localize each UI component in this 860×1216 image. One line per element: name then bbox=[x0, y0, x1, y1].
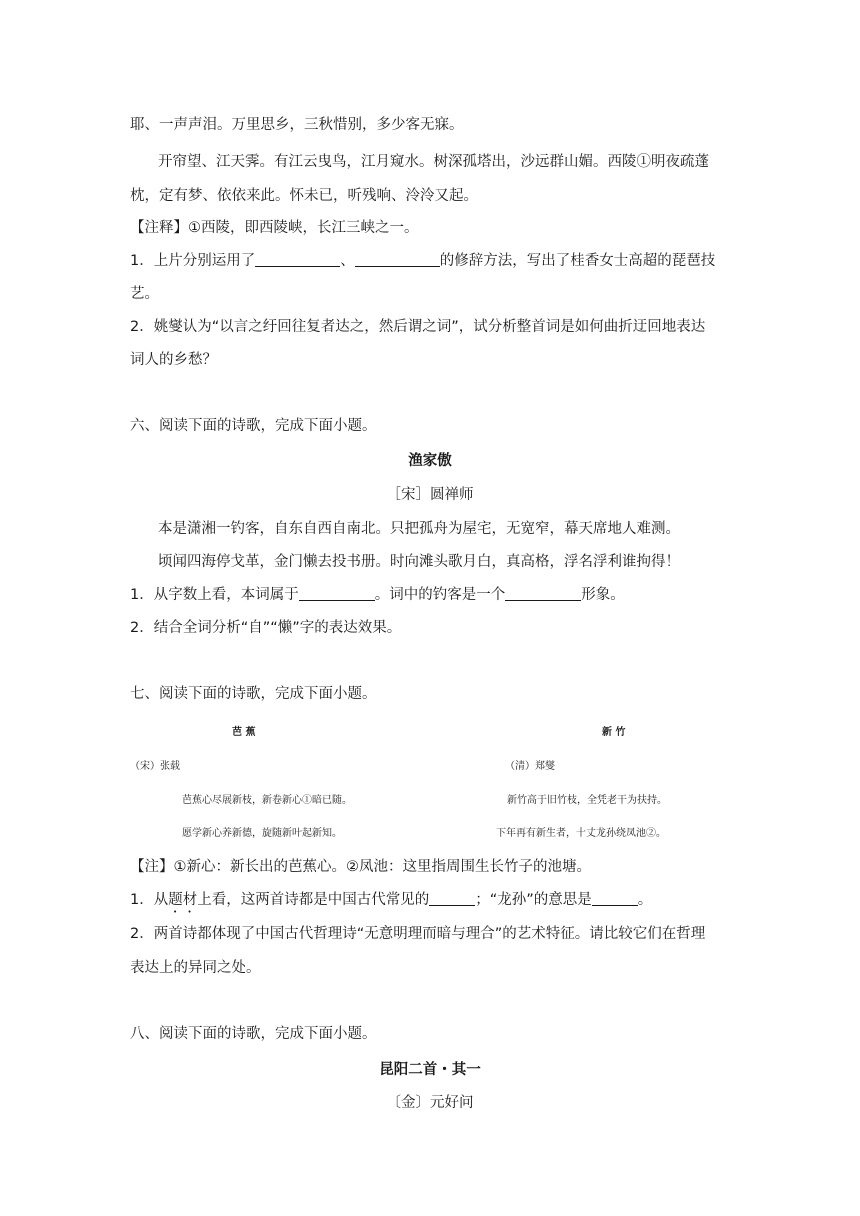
poem-title-left: 芭 蕉 bbox=[232, 727, 256, 738]
question-text: 1．从 bbox=[130, 892, 169, 908]
poem-line-right: 新竹高于旧竹枝，全凭老干为扶持。 bbox=[507, 795, 667, 806]
poem-line-left: 愿学新心养新德，旋随新叶起新知。 bbox=[182, 828, 342, 839]
question-text: 。 bbox=[637, 892, 653, 908]
emphasized-char: 题 bbox=[168, 892, 183, 908]
poem-author-left: （宋）张载 bbox=[130, 761, 180, 772]
question-text: 1．上片分别运用了 bbox=[130, 253, 256, 269]
question-text: 1．从字数上看，本词属于 bbox=[130, 587, 299, 603]
answer-blank[interactable] bbox=[505, 586, 581, 601]
section-heading: 六、阅读下面的诗歌，完成下面小题。 bbox=[130, 418, 377, 434]
poem-line: 开帘望、江天霁。有江云曳鸟，江月窥水。树深孤塔出，沙远群山媚。西陵①明夜疏蓬 bbox=[158, 154, 709, 170]
question-1 bbox=[130, 888, 730, 916]
question-text: 形象。 bbox=[581, 587, 625, 603]
answer-blank[interactable] bbox=[355, 252, 440, 267]
poem-line: 耶、一声声泪。万里思乡，三秋惜别，多少客无寐。 bbox=[130, 117, 464, 133]
poem-line: 本是潇湘一钓客，自东自西自南北。只把孤舟为屋宅，无宽窄，幕天席地人难测。 bbox=[158, 521, 680, 537]
poem-line: 顷闻四海停戈革，金门懒去投书册。时向滩头歌月白，真高格，浮名浮利谁拘得！ bbox=[158, 554, 680, 570]
question-2-continued: 表达上的异同之处。 bbox=[130, 960, 261, 976]
question-text: 、 bbox=[340, 253, 355, 269]
question-text: ；“龙孙”的意思是 bbox=[475, 892, 592, 908]
question-2: 2．结合全词分析“自”“懒”字的表达效果。 bbox=[130, 620, 402, 636]
poem-line-right: 下年再有新生者，十丈龙孙绕凤池②。 bbox=[496, 828, 666, 839]
question-2: 2．姚燮认为“以言之纡回往复者达之，然后谓之词”，试分析整首词是如何曲折迂回地表达 bbox=[130, 319, 706, 335]
section-heading: 八、阅读下面的诗歌，完成下面小题。 bbox=[130, 1026, 377, 1042]
answer-blank[interactable] bbox=[592, 891, 638, 906]
question-1 bbox=[130, 249, 730, 270]
question-1-continued: 艺。 bbox=[130, 286, 159, 302]
annotation-note: 【注】①新心：新长出的芭蕉心。②凤池：这里指周围生长竹子的池塘。 bbox=[130, 859, 591, 875]
poem-line-left: 芭蕉心尽展新枝，新卷新心①暗已随。 bbox=[182, 795, 352, 806]
answer-blank[interactable] bbox=[299, 586, 375, 601]
question-text: 上看，这两首诗都是中国古代常见的 bbox=[197, 892, 430, 908]
poem-title: 昆阳二首・其一 bbox=[379, 1062, 481, 1078]
question-text: 。词中的钓客是一个 bbox=[374, 587, 506, 603]
poem-line: 枕，定有梦、依依来此。怀未已，听残响、泠泠又起。 bbox=[130, 188, 478, 204]
poem-author: ［宋］圆禅师 bbox=[386, 487, 474, 503]
poem-title: 渔家傲 bbox=[408, 453, 452, 469]
question-text: 的修辞方法，写出了桂香女士高超的琵琶技 bbox=[439, 253, 716, 269]
poem-author-right: （清）郑燮 bbox=[505, 761, 555, 772]
section-heading: 七、阅读下面的诗歌，完成下面小题。 bbox=[130, 686, 377, 702]
poem-author: 〔金〕元好问 bbox=[386, 1095, 474, 1111]
annotation-note: 【注释】①西陵，即西陵峡，长江三峡之一。 bbox=[130, 220, 419, 236]
question-2-continued: 词人的乡愁？ bbox=[130, 352, 217, 368]
answer-blank[interactable] bbox=[255, 252, 340, 267]
answer-blank[interactable] bbox=[429, 891, 475, 906]
question-2: 2．两首诗都体现了中国古代哲理诗“无意明理而暗与理合”的艺术特征。请比较它们在哲理 bbox=[130, 926, 706, 942]
question-1 bbox=[130, 583, 730, 604]
emphasized-char: 材 bbox=[182, 892, 198, 908]
poem-title-right: 新 竹 bbox=[602, 727, 626, 738]
